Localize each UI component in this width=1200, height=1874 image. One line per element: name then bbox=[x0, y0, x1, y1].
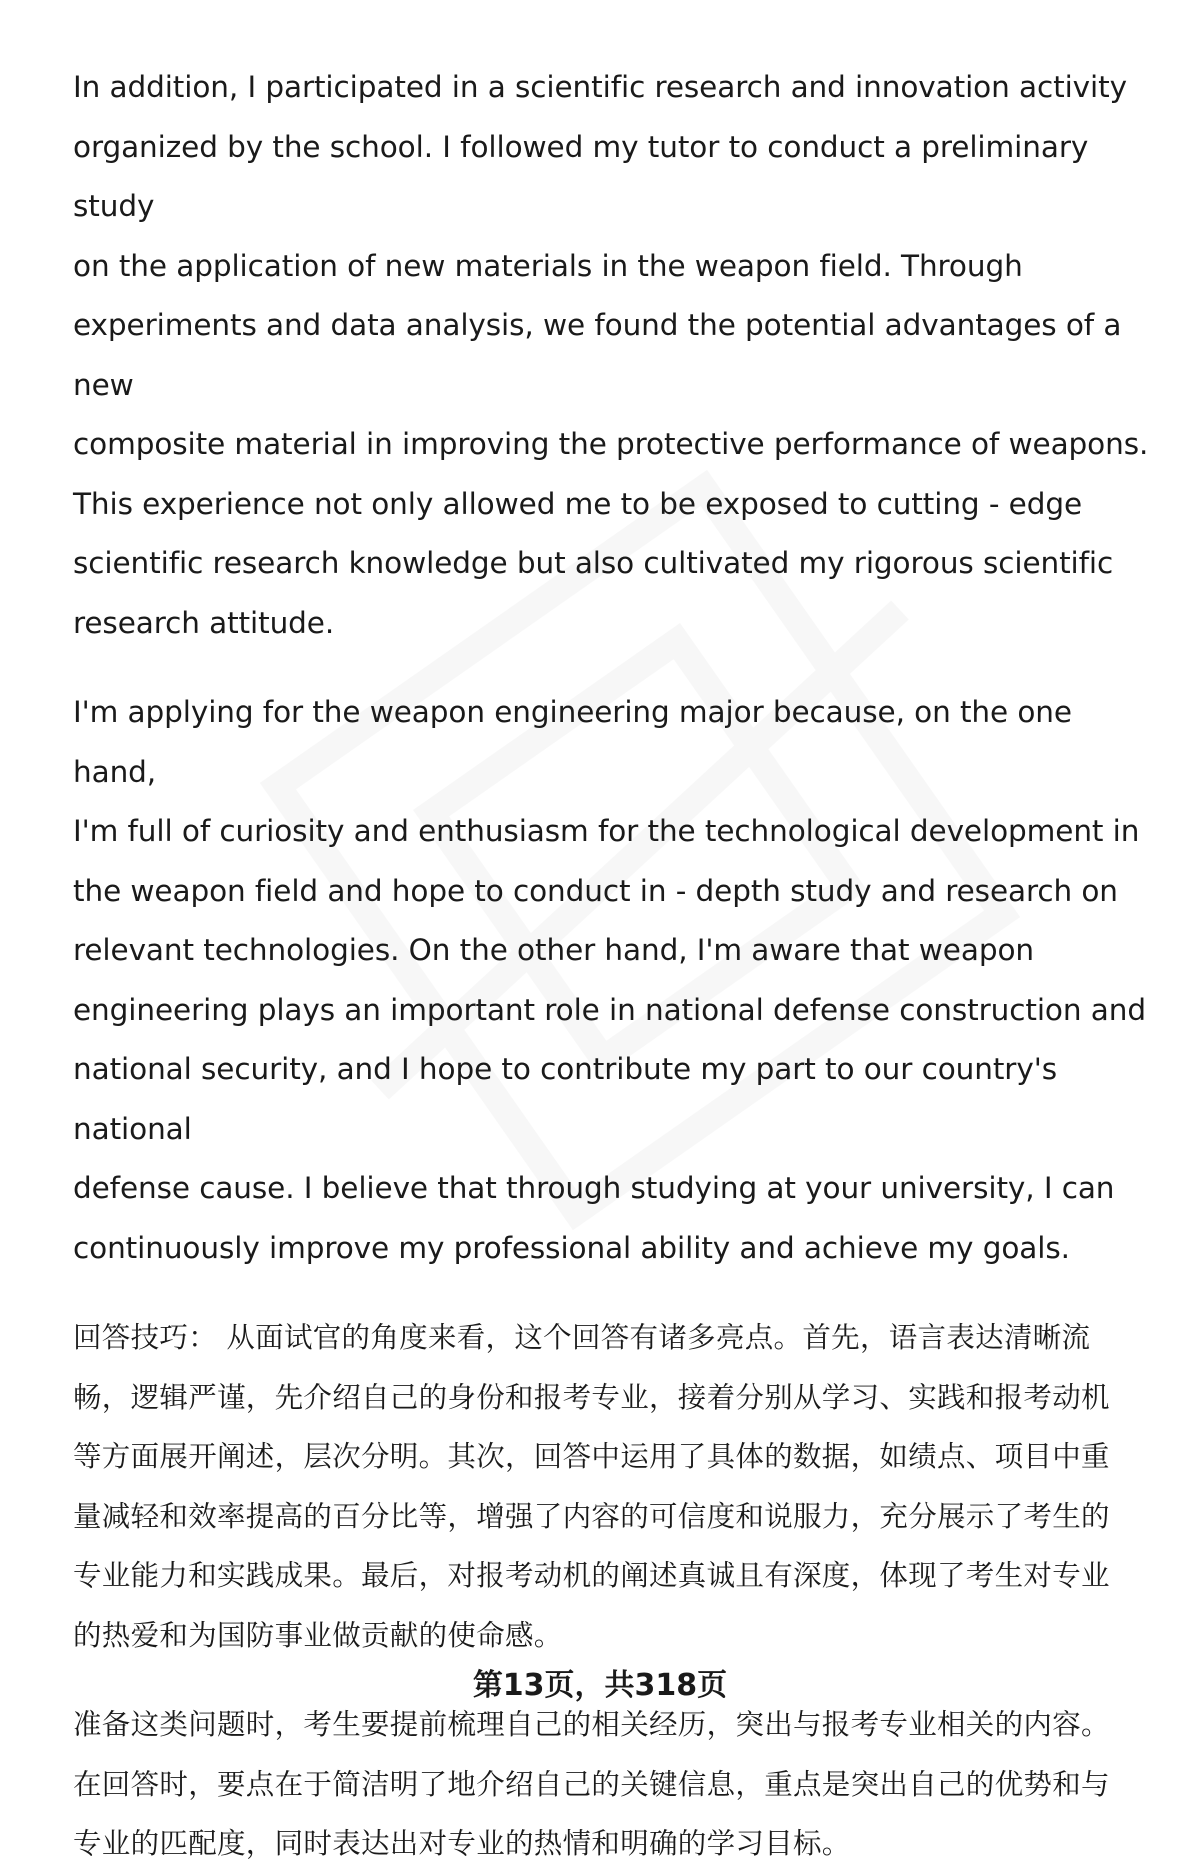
text-line: 回答技巧： 从面试官的角度来看，这个回答有诸多亮点。首先，语言表达清晰流 bbox=[73, 1321, 1091, 1354]
text-line: on the application of new materials in the weapon field. Through bbox=[73, 248, 1023, 283]
text-line: composite material in improving the protective performance of weapons. bbox=[73, 427, 1149, 461]
text-line: I'm applying for the weapon engineering major because, on the one hand, bbox=[73, 695, 1072, 789]
text-line: 专业能力和实践成果。最后，对报考动机的阐述真诚且有深度，体现了考生对专业 bbox=[73, 1559, 1110, 1592]
text-line: continuously improve my professional ability and achieve my goals. bbox=[73, 1230, 1070, 1265]
text-line: 准备这类问题时，考生要提前梳理自己的相关经历，突出与报考专业相关的内容。 bbox=[73, 1708, 1110, 1741]
text-line: scientific research knowledge but also cultivated my rigorous scientific bbox=[73, 546, 1114, 580]
paragraph-research-activity bbox=[73, 58, 1153, 653]
text-line: relevant technologies. On the other hand, I'm aware that weapon bbox=[73, 933, 1034, 967]
text-line: 专业的匹配度，同时表达出对专业的热情和明确的学习目标。 bbox=[73, 1827, 851, 1860]
text-line: In addition, I participated in a scientific research and innovation activity bbox=[73, 70, 1127, 104]
text-line: experiments and data analysis, we found the potential advantages of a new bbox=[73, 308, 1122, 402]
text-line: This experience not only allowed me to be exposed to cutting - edge bbox=[73, 486, 1083, 521]
text-line: defense cause. I believe that through studying at your university, I can bbox=[73, 1171, 1115, 1205]
text-line: 畅，逻辑严谨，先介绍自己的身份和报考专业，接着分别从学习、实践和报考动机 bbox=[73, 1380, 1110, 1414]
text-line: organized by the school. I followed my tutor to conduct a preliminary study bbox=[73, 129, 1089, 223]
paragraph-preparation-advice bbox=[73, 1695, 1153, 1874]
document-body bbox=[73, 58, 1153, 1874]
text-line: 等方面展开阐述，层次分明。其次，回答中运用了具体的数据，如绩点、项目中重 bbox=[73, 1440, 1110, 1473]
text-line: the weapon field and hope to conduct in - depth study and research on bbox=[73, 873, 1118, 908]
text-line: engineering plays an important role in national defense construction and bbox=[73, 992, 1146, 1027]
paragraph-answer-tips bbox=[73, 1308, 1153, 1665]
text-line: 的热爱和为国防事业做贡献的使命感。 bbox=[73, 1618, 563, 1652]
text-line: I'm full of curiosity and enthusiasm for the technological development in bbox=[73, 814, 1140, 848]
text-line: research attitude. bbox=[73, 605, 335, 640]
paragraph-application-motivation bbox=[73, 683, 1153, 1278]
text-line: national security, and I hope to contribute my part to our country's national bbox=[73, 1052, 1057, 1146]
page-number: 第13页，共318页 bbox=[472, 1668, 728, 1703]
text-line: 量减轻和效率提高的百分比等，增强了内容的可信度和说服力，充分展示了考生的 bbox=[73, 1499, 1110, 1533]
text-line: 在回答时，要点在于简洁明了地介绍自己的关键信息，重点是突出自己的优势和与 bbox=[73, 1767, 1110, 1801]
